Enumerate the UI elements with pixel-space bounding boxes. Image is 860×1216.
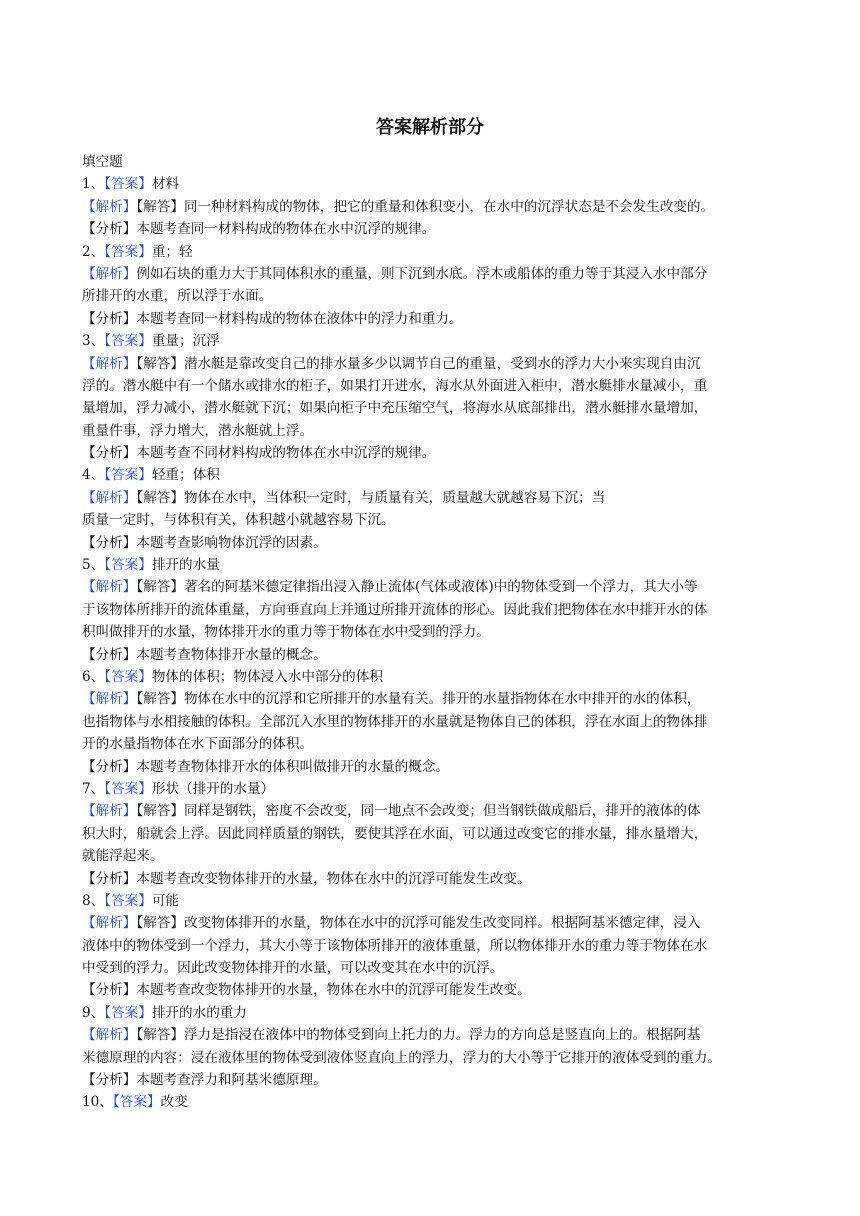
fenxi-tag: 【分析】: [82, 221, 137, 238]
fenxi-text: 本题考查改变物体排开的水量，物体在水中的沉浮可能发生改变。: [136, 870, 531, 887]
analysis-line: [82, 196, 778, 218]
fenxi-line: [82, 1069, 778, 1091]
analysis-line: [82, 1024, 778, 1046]
solution-tag: 【解答】: [136, 1027, 184, 1044]
analysis-line: [82, 263, 778, 285]
answer-tag: 【答案】: [104, 243, 152, 260]
item-number: 8、: [82, 892, 105, 909]
answer-line: [82, 778, 778, 800]
analysis-text: 例如石块的重力大于其同体积水的重量，则下沉到水底。浮木或船体的重力等于其浸入水中部分: [136, 265, 708, 282]
fenxi-line: [82, 218, 778, 240]
fenxi-tag: 【分析】: [82, 534, 137, 551]
analysis-text: 改变物体排开的水量，物体在水中的沉浮可能发生改变同样。根据阿基米德定律，浸入: [183, 915, 701, 932]
analysis-line: [82, 397, 778, 419]
fenxi-tag: 【分析】: [82, 870, 137, 887]
analysis-line: [82, 599, 778, 621]
answer-item: [82, 173, 778, 240]
analysis-text: 就能浮起来。: [82, 848, 164, 865]
analysis-line: [82, 576, 778, 598]
item-number: 6、: [82, 668, 105, 685]
solution-tag: 【解答】: [136, 489, 184, 506]
analysis-text: 也指物体与水相接触的体积。全部沉入水里的物体排开的水量就是物体自己的体积，浮在水面上的物体排: [82, 713, 708, 730]
answer-tag: 【答案】: [104, 557, 152, 574]
analysis-line: [82, 957, 778, 979]
fenxi-tag: 【分析】: [82, 1072, 137, 1089]
analysis-text: 开的水量指物体在水下面部分的体积。: [82, 736, 314, 753]
analysis-line: [82, 420, 778, 442]
analysis-tag: 【解析】: [82, 355, 137, 372]
analysis-line: [82, 800, 778, 822]
fenxi-text: 本题考查物体排开水量的概念。: [136, 646, 327, 663]
analysis-tag: 【解析】: [82, 265, 137, 282]
analysis-tag: 【解析】: [82, 489, 137, 506]
answer-tag: 【答案】: [104, 1004, 152, 1021]
answer-line: [82, 890, 778, 912]
analysis-tag: 【解析】: [82, 198, 137, 215]
fenxi-line: [82, 442, 778, 464]
analysis-line: [82, 375, 778, 397]
analysis-tag: 【解析】: [82, 579, 137, 596]
analysis-tag: 【解析】: [82, 915, 137, 932]
analysis-text: 同一种材料构成的物体，把它的重量和体积变小，在水中的沉浮状态是不会发生改变的。: [183, 198, 715, 215]
solution-tag: 【解答】: [136, 691, 184, 708]
analysis-line: [82, 711, 778, 733]
analysis-text: 量增加，浮力减小，潜水艇就下沉；如果向柜子中充压缩空气，将海水从底部排出，潜水艇排水量增加，: [82, 400, 708, 417]
fenxi-line: [82, 644, 778, 666]
answer-item: [82, 464, 778, 554]
fenxi-line: [82, 868, 778, 890]
fenxi-text: 本题考查同一材料构成的物体在水中沉浮的规律。: [136, 221, 436, 238]
analysis-line: [82, 621, 778, 643]
analysis-line: [82, 285, 778, 307]
analysis-line: [82, 1047, 778, 1069]
item-number: 4、: [82, 467, 105, 484]
answer-line: [82, 173, 778, 195]
answer-item: [82, 890, 778, 1002]
answer-item: [82, 554, 778, 666]
answer-text: 可能: [151, 892, 180, 909]
answer-text: 形状（排开的水量）: [151, 780, 275, 797]
answer-line: [82, 464, 778, 486]
analysis-text: 积大时，船就会上浮。因此同样质量的钢铁，要使其浮在水面，可以通过改变它的排水量，排水量增大，: [82, 825, 708, 842]
fenxi-line: [82, 979, 778, 1001]
analysis-text: 所排开的水重，所以浮于水面。: [82, 288, 273, 305]
fenxi-tag: 【分析】: [82, 758, 137, 775]
answer-item: [82, 1002, 778, 1092]
analysis-line: [82, 912, 778, 934]
answer-item: [82, 1091, 778, 1113]
analysis-tag: 【解析】: [82, 691, 137, 708]
analysis-text: 浮力是指浸在液体中的物体受到向上托力的力。浮力的方向总是竖直向上的。根据阿基: [183, 1027, 701, 1044]
answer-tag: 【答案】: [104, 467, 152, 484]
fenxi-text: 本题考查不同材料构成的物体在水中沉浮的规律。: [136, 445, 436, 462]
answer-content: [82, 151, 778, 1114]
answer-text: 重；轻: [151, 243, 193, 260]
answer-line: [82, 554, 778, 576]
item-number: 3、: [82, 333, 105, 350]
answer-item: [82, 241, 778, 331]
analysis-line: [82, 733, 778, 755]
page-title: 答案解析部分: [376, 117, 484, 138]
fenxi-tag: 【分析】: [82, 310, 137, 327]
analysis-tag: 【解析】: [82, 803, 137, 820]
analysis-line: [82, 935, 778, 957]
analysis-tag: 【解析】: [82, 1027, 137, 1044]
answer-line: [82, 330, 778, 352]
analysis-line: [82, 509, 778, 531]
answer-line: [82, 1002, 778, 1024]
fenxi-text: 本题考查浮力和阿基米德原理。: [136, 1072, 327, 1089]
analysis-text: 重量件事，浮力增大，潜水艇就上浮。: [82, 422, 314, 439]
fenxi-line: [82, 532, 778, 554]
analysis-text: 于该物体所排开的流体重量，方向垂直向上并通过所排开流体的形心。因此我们把物体在水中排开水的体: [82, 601, 708, 618]
fenxi-tag: 【分析】: [82, 982, 137, 999]
analysis-text: 质量一定时，与体积有关，体积越小就越容易下沉。: [82, 512, 395, 529]
analysis-line: [82, 688, 778, 710]
analysis-text: 米德原理的内容：浸在液体里的物体受到液体竖直向上的浮力，浮力的大小等于它排开的液体受到的重力。: [82, 1049, 721, 1066]
answer-item: [82, 666, 778, 778]
item-number: 10、: [82, 1094, 113, 1111]
answer-text: 排开的水的重力: [151, 1004, 247, 1021]
item-number: 1、: [82, 176, 105, 193]
answer-text: 改变: [160, 1094, 188, 1111]
answer-item: [82, 330, 778, 464]
answer-text: 重量；沉浮: [151, 333, 220, 350]
answer-text: 排开的水量: [151, 557, 220, 574]
fenxi-line: [82, 756, 778, 778]
answer-tag: 【答案】: [104, 176, 152, 193]
analysis-line: [82, 487, 778, 509]
fenxi-text: 本题考查同一材料构成的物体在液体中的浮力和重力。: [136, 310, 463, 327]
analysis-line: [82, 823, 778, 845]
answer-text: 轻重；体积: [151, 467, 220, 484]
analysis-line: [82, 845, 778, 867]
answer-tag: 【答案】: [104, 668, 152, 685]
analysis-text: 浮的。潜水艇中有一个储水或排水的柜子，如果打开进水，海水从外面进入柜中，潜水艇排水量减小，重: [82, 377, 708, 394]
fenxi-text: 本题考查改变物体排开的水量，物体在水中的沉浮可能发生改变。: [136, 982, 531, 999]
fenxi-text: 本题考查影响物体沉浮的因素。: [136, 534, 327, 551]
analysis-text: 物体在水中的沉浮和它所排开的水量有关。排开的水量指物体在水中排开的水的体积，: [183, 691, 701, 708]
analysis-text: 物体在水中，当体积一定时，与质量有关，质量越大就越容易下沉；当: [183, 489, 606, 506]
solution-tag: 【解答】: [136, 579, 184, 596]
section-heading: 填空题: [82, 154, 123, 170]
fenxi-tag: 【分析】: [82, 646, 137, 663]
answer-line: [82, 241, 778, 263]
item-number: 2、: [82, 243, 105, 260]
solution-tag: 【解答】: [136, 355, 184, 372]
analysis-text: 潜水艇是靠改变自己的排水量多少以调节自己的重量，受到水的浮力大小来实现自由沉: [183, 355, 701, 372]
analysis-text: 积叫做排开的水量，物体排开水的重力等于物体在水中受到的浮力。: [82, 624, 490, 641]
solution-tag: 【解答】: [136, 198, 184, 215]
answer-tag: 【答案】: [104, 892, 152, 909]
item-number: 7、: [82, 780, 105, 797]
analysis-text: 同样是钢铁，密度不会改变，同一地点不会改变；但当钢铁做成船后，排开的液体的体: [183, 803, 701, 820]
answer-tag: 【答案】: [112, 1094, 161, 1111]
answer-line: [82, 1091, 778, 1113]
fenxi-line: [82, 308, 778, 330]
fenxi-tag: 【分析】: [82, 445, 137, 462]
answer-item: [82, 778, 778, 890]
analysis-line: [82, 353, 778, 375]
analysis-text: 中受到的浮力。因此改变物体排开的水量，可以改变其在水中的沉浮。: [82, 960, 504, 977]
item-number: 9、: [82, 1004, 105, 1021]
answer-text: 材料: [151, 176, 180, 193]
analysis-text: 液体中的物体受到一个浮力，其大小等于该物体所排开的液体重量，所以物体排开水的重力等于物体在水: [82, 937, 708, 954]
analysis-text: 著名的阿基米德定律指出浸入静止流体(气体或液体)中的物体受到一个浮力，其大小等: [183, 579, 698, 596]
item-number: 5、: [82, 557, 105, 574]
fenxi-text: 本题考查物体排开水的体积叫做排开的水量的概念。: [136, 758, 450, 775]
answer-text: 物体的体积；物体浸入水中部分的体积: [151, 668, 383, 685]
answer-line: [82, 666, 778, 688]
solution-tag: 【解答】: [136, 915, 184, 932]
answer-tag: 【答案】: [104, 780, 152, 797]
solution-tag: 【解答】: [136, 803, 184, 820]
answer-tag: 【答案】: [104, 333, 152, 350]
